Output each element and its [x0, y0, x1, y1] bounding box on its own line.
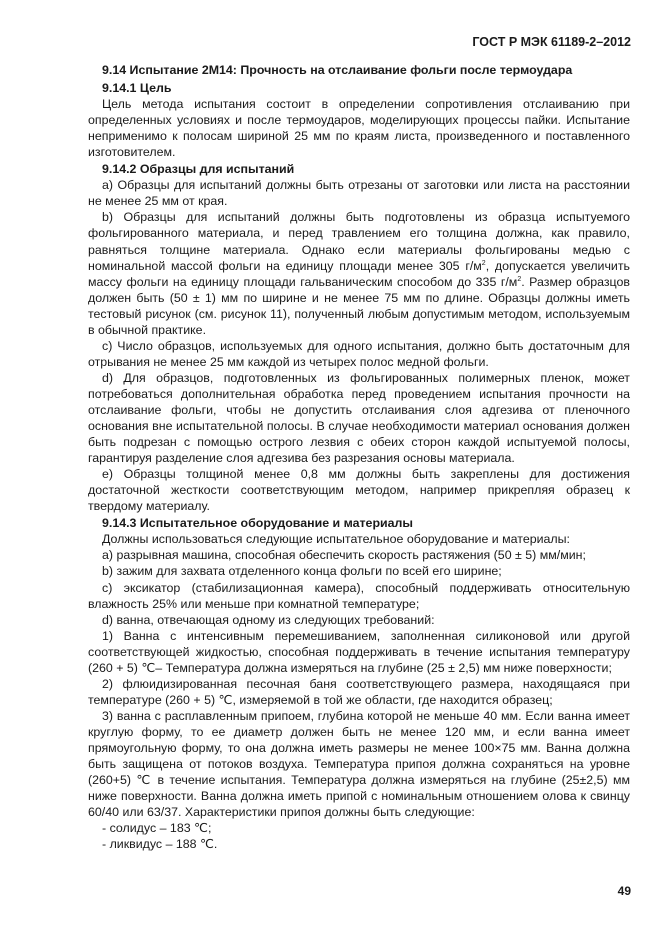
list-item-d1: 1) Ванна с интенсивным перемешиванием, заполненная силиконовой или другой соответствующей жидкостью, способная поддерживать в течение испытания температуру (260 + 5) ℃– Температура должна измеряться на глубине (25 ± 2,5) мм ниже поверхности; — [88, 628, 630, 675]
section-title: 9.14 Испытание 2М14: Прочность на отслаивание фольги после термоудара — [102, 63, 573, 77]
list-item-a: a) разрывная машина, способная обеспечить скорость растяжения (50 ± 5) мм/мин; — [102, 548, 586, 563]
solidus-line: - солидус – 183 ℃; — [102, 821, 212, 836]
paragraph-intro: Должны использоваться следующие испытательное оборудование и материалы: — [102, 532, 571, 547]
list-item-d2: 2) флюидизированная песочная баня соответствующего размера, находящаяся при температуре (260 + 5) ℃, измеряемой в той же области, где находится образец; — [88, 676, 630, 707]
page-number: 49 — [617, 884, 631, 898]
subsection-heading-9-14-2: 9.14.2 Образцы для испытаний — [102, 162, 295, 177]
document-body — [88, 61, 630, 852]
paragraph-d: d) Для образцов, подготовленных из фольгированных полимерных пленок, может потребоваться дополнительная обработка перед проведением испытания прочности на отслаивание фольги, чтобы не допустить отслаивания слоя адгезива от пленочного основания вне испытательной полосы. В случае необходимости материал основания должен быть подрезан с помощью острого лезвия с обеих сторон каждой испытуемой полосы, гарантируя разделение слоя адгезива без разрезания основы материала. — [88, 370, 630, 466]
page-header: ГОСТ Р МЭК 61189-2–2012 — [472, 35, 631, 49]
paragraph-e: e) Образцы толщиной менее 0,8 мм должны быть закреплены для достижения достаточной жесткости соответствующим методом, например прикрепляя образец к твердому материалу. — [88, 467, 630, 514]
paragraph-a: a) Образцы для испытаний должны быть отрезаны от заготовки или листа на расстоянии не менее 25 мм от края. — [88, 178, 630, 209]
list-item-d3: 3) ванна с расплавленным припоем, глубина которой не меньше 40 мм. Если ванна имеет круглую форму, то ее диаметр должен быть не менее 120 мм, и если ванна имеет прямоугольную форму, то она должна иметь размеры не менее 100×75 мм. Ванна должна быть защищена от потоков воздуха. Температура припоя должна сохраняться на уровне (260+5) ℃ в течение испытания. Температура должна измеряться на глубине (25±2,5) мм ниже поверхности. Ванна должна иметь припой с номинальным отношением олова к свинцу 60/40 или 63/37. Характеристики припоя должны быть следующие: — [88, 708, 630, 820]
paragraph-b — [88, 209, 630, 337]
text-run: b) Образцы для испытаний должны быть подготовлены из образца испытуемого фольгированного материала, и перед травлением его толщина должна, как правило, равняться толщине материала. Однако если материалы фольгированы медью с номинальной массой фольги на единицу площади менее 305 г/м — [88, 210, 630, 273]
text-run: , допускается увеличить массу фольги на единицу площади гальваническим способом до 335 г/м — [88, 258, 630, 289]
paragraph: Цель метода испытания состоит в определении сопротивления отслаиванию при определенных условиях и после термоударов, моделирующих процессы пайки. Испытание неприменимо к полосам шириной 25 мм по краям листа, произведенного и поставленного изготовителем. — [88, 97, 630, 160]
superscript: 2 — [517, 275, 522, 283]
subsection-heading-9-14-3: 9.14.3 Испытательное оборудование и материалы — [102, 516, 413, 531]
list-item-b: b) зажим для захвата отделенного конца фольги по всей его ширине; — [102, 564, 502, 579]
liquidus-line: - ликвидус – 188 ℃. — [102, 837, 218, 852]
paragraph-c: c) Число образцов, используемых для одного испытания, должно быть достаточным для отрывания не менее 25 мм каждой из четырех полос медной фольги. — [88, 338, 630, 369]
subsection-heading-9-14-1: 9.14.1 Цель — [102, 81, 172, 96]
superscript: 2 — [481, 259, 486, 267]
text-run: . Размер образцов должен быть (50 ± 1) мм по ширине и не менее 75 мм по длине. Образцы должны иметь тестовый рисунок (см. рисунок 11), полученный любым допустимым методом, используемым в обычной практике. — [88, 274, 630, 337]
list-item-c: c) эксикатор (стабилизационная камера), способный поддерживать относительную влажность 25% или меньше при комнатной температуре; — [88, 580, 630, 611]
list-item-d: d) ванна, отвечающая одному из следующих требований: — [102, 612, 435, 627]
